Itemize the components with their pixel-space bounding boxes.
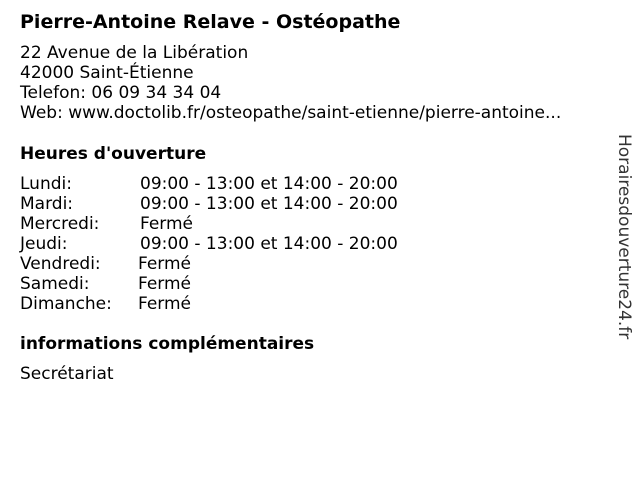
time-value: 09:00 - 13:00 et 14:00 - 20:00 (140, 234, 398, 254)
website-link[interactable]: Web: www.doctolib.fr/osteopathe/saint-etienne/pierre-antoine... (20, 103, 562, 123)
extra-info-text: Secrétariat (20, 364, 114, 384)
hours-heading: Heures d'ouverture (20, 144, 207, 164)
site-watermark: Horairesdouverture24.fr (614, 134, 634, 340)
day-label: Dimanche: (20, 294, 112, 314)
day-label: Lundi: (20, 174, 72, 194)
day-label: Vendredi: (20, 254, 101, 274)
city-address: 42000 Saint-Étienne (20, 63, 194, 83)
time-value: Fermé (138, 274, 192, 294)
time-value: Fermé (138, 294, 192, 314)
time-value: 09:00 - 13:00 et 14:00 - 20:00 (140, 174, 398, 194)
day-label: Mercredi: (20, 214, 100, 234)
time-value: 09:00 - 13:00 et 14:00 - 20:00 (140, 194, 398, 214)
day-label: Samedi: (20, 274, 90, 294)
extra-info-heading: informations complémentaires (20, 334, 315, 354)
time-value: Fermé (140, 214, 194, 234)
time-value: Fermé (138, 254, 192, 274)
street-address: 22 Avenue de la Libération (20, 43, 249, 63)
day-label: Jeudi: (20, 234, 68, 254)
page-title: Pierre-Antoine Relave - Ostéopathe (20, 11, 401, 33)
day-label: Mardi: (20, 194, 74, 214)
phone-number: Telefon: 06 09 34 34 04 (20, 83, 222, 103)
address-block (20, 43, 561, 123)
